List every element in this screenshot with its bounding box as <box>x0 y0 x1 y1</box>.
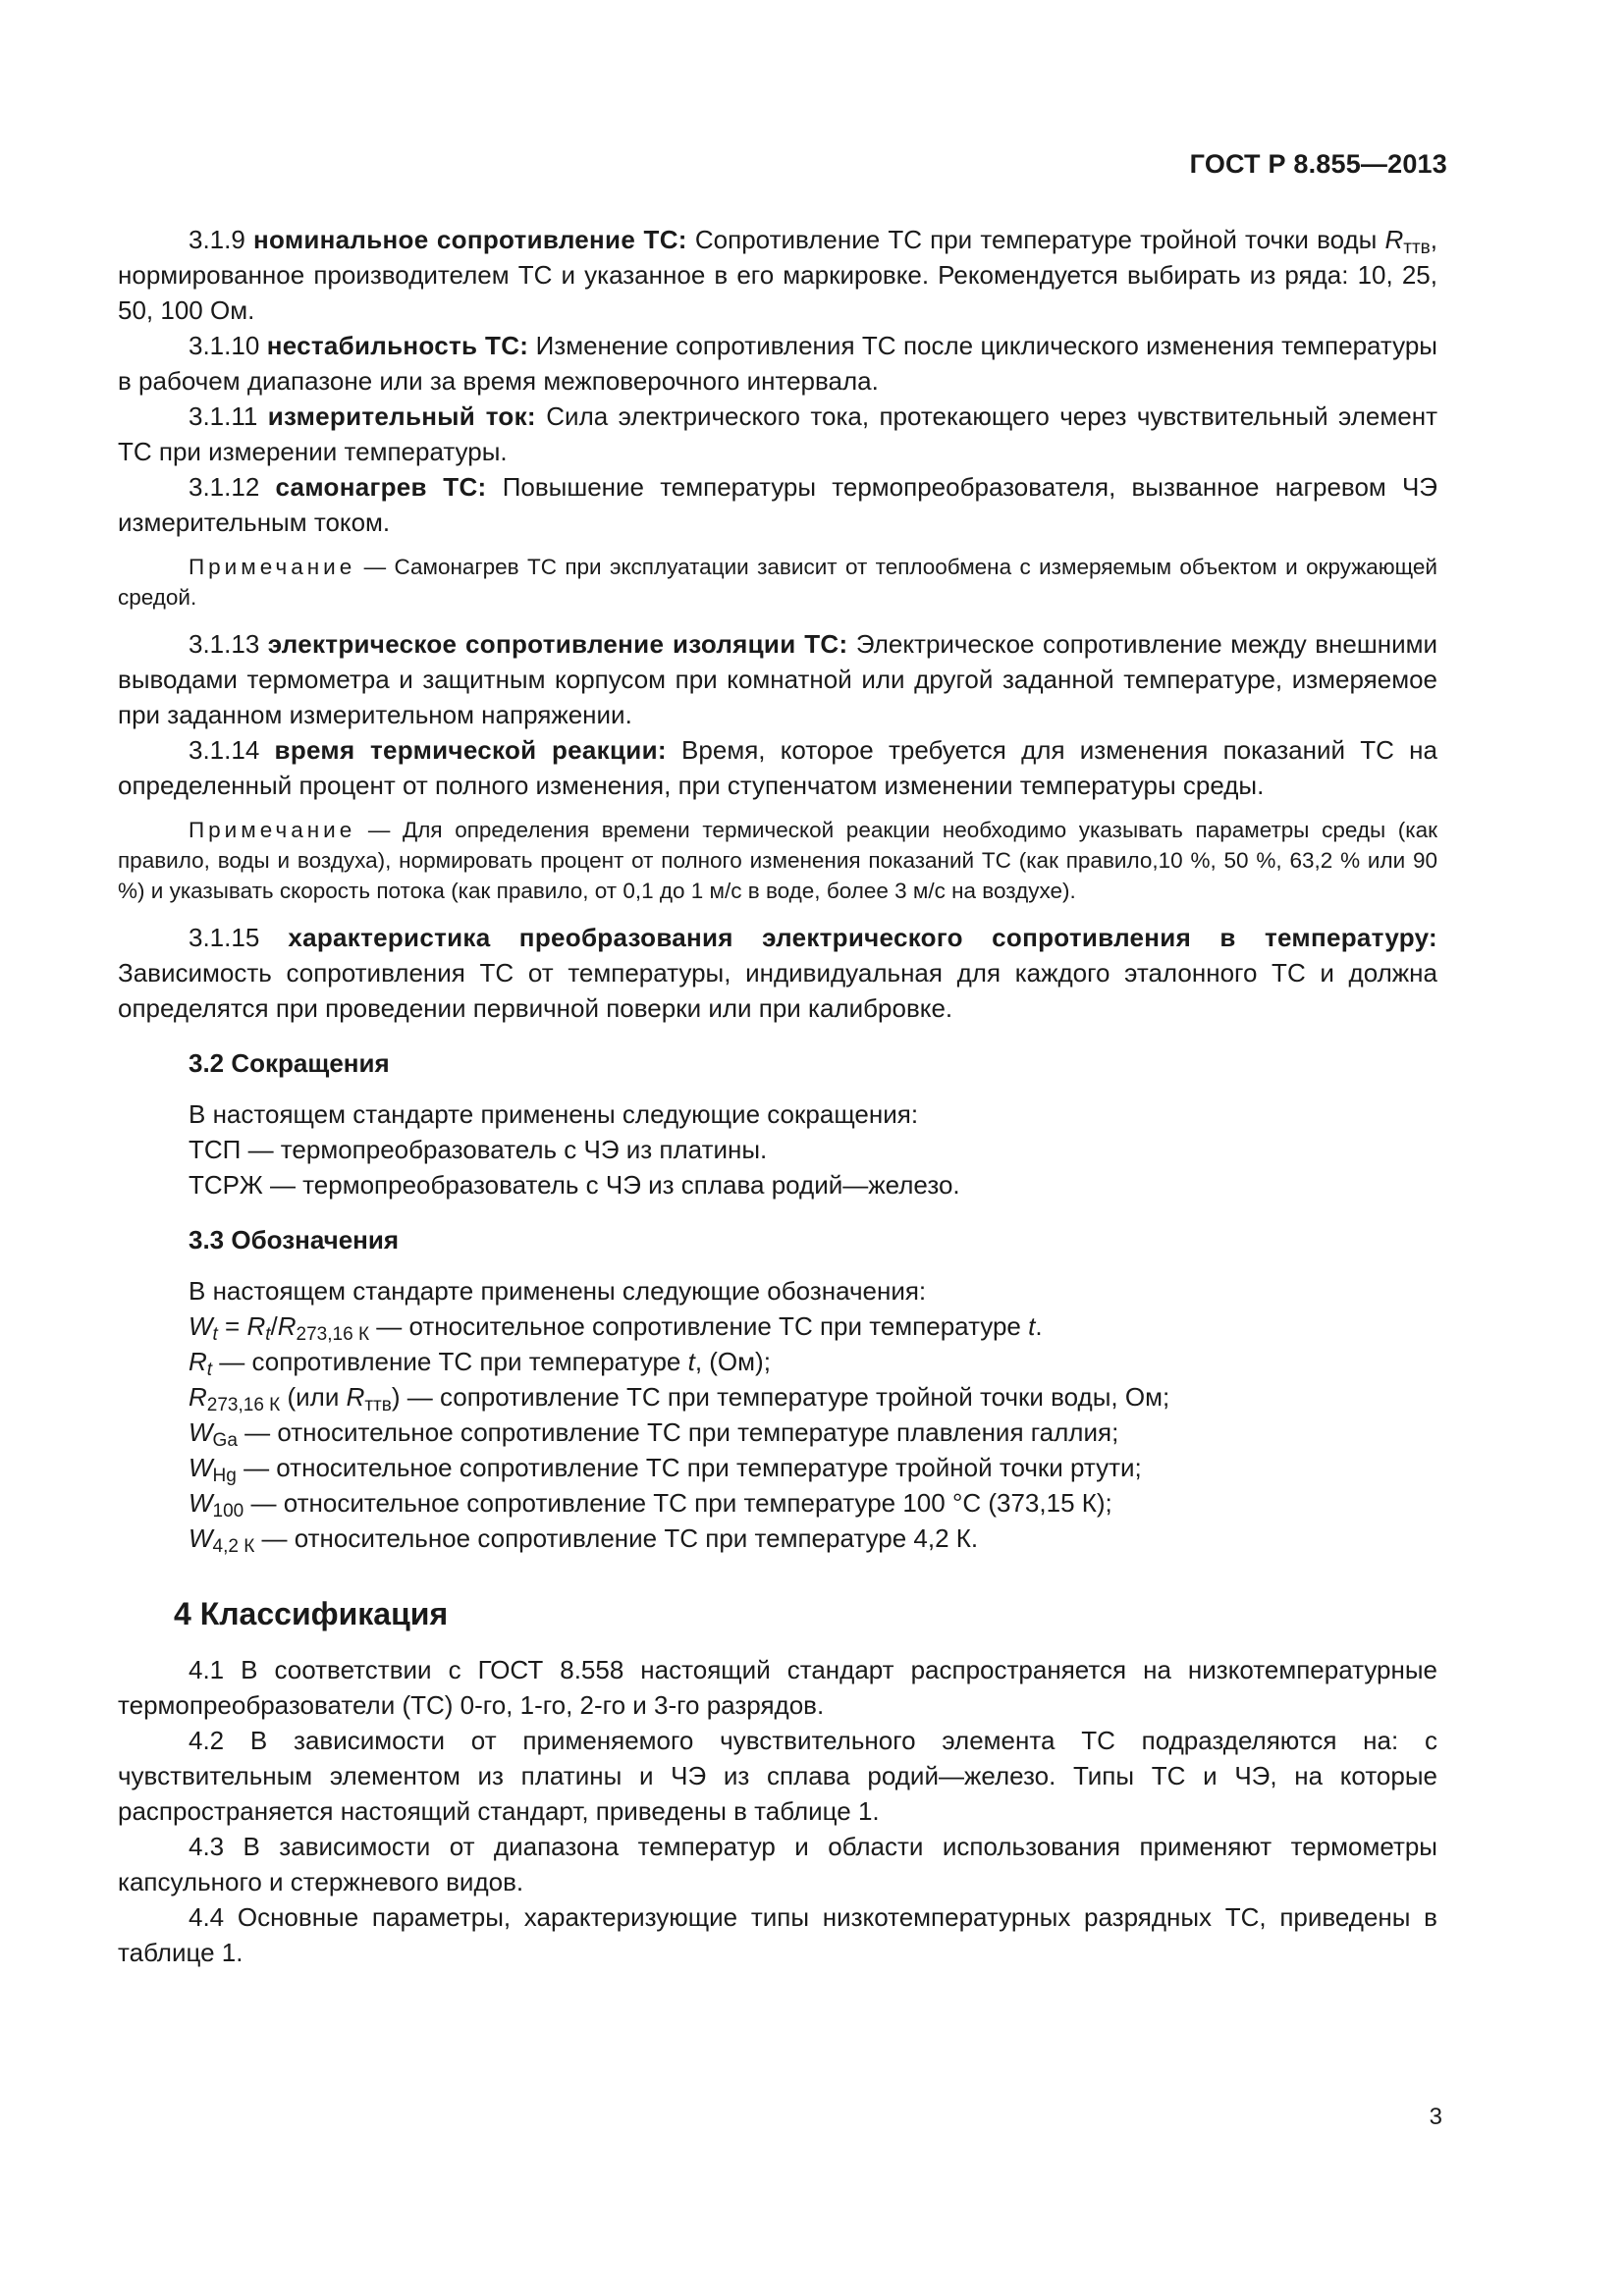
designation-description: — сопротивление ТС при температуре тройной точки воды, Ом; <box>400 1382 1170 1412</box>
term-name: самонагрев ТС: <box>275 472 487 502</box>
term-number: 3.1.15 <box>189 923 260 952</box>
designations-intro: В настоящем стандарте применены следующие обозначения: <box>189 1276 927 1306</box>
designation-description: — сопротивление ТС при температуре <box>212 1347 688 1376</box>
term-number: 3.1.14 <box>189 735 260 765</box>
designation-description: — относительное сопротивление ТС при температуре тройной точки ртути; <box>236 1453 1142 1482</box>
designation-description: — относительное сопротивление ТС при температуре плавления галлия; <box>237 1417 1119 1447</box>
term-definition: Изменение сопротивления ТС после циклического изменения температуры в рабочем диапазоне или за время межповерочного интервала. <box>118 331 1437 396</box>
classification-paragraph: 4.2 В зависимости от применяемого чувствительного элемента ТС подразделяются на: с чувствительным элементом из платины и ЧЭ из сплава родий—железо. Типы ТС и ЧЭ, на которые распространяется настоящий стандарт, приведены в таблице 1. <box>118 1726 1437 1826</box>
section-heading-designations: 3.3 Обозначения <box>189 1225 400 1255</box>
symbol-subscript: 100 <box>212 1501 244 1522</box>
designation-description: — относительное сопротивление ТС при температуре 4,2 К. <box>254 1523 979 1553</box>
paren-close: ) <box>391 1382 401 1412</box>
term-3-1-11 <box>118 399 1437 469</box>
abbreviation-item: ТСРЖ — термопреобразователь с ЧЭ из сплава родий—железо. <box>189 1170 960 1200</box>
designation-item <box>118 1379 1437 1415</box>
term-definition: Зависимость сопротивления ТС от температуры, индивидуальная для каждого эталонного ТС и должна определятся при проведении первичной поверки или при калибровке. <box>118 958 1437 1023</box>
note-text: — Самонагрев ТС при эксплуатации зависит от теплообмена с измеряемым объектом и окружающей средой. <box>118 555 1437 610</box>
note-text: — Для определения времени термической реакции необходимо указывать параметры среды (как правило, воды и воздуха), нормировать процент от полного изменения показаний ТС (как правило,10 %, 50 %, 63,2 % или 90 %) и указывать скорость потока (как правило, от 0,1 до 1 м/с в воде, более 3 м/с на воздухе). <box>118 818 1437 903</box>
designation-item <box>118 1450 1437 1485</box>
symbol: R <box>189 1382 207 1412</box>
symbol: R <box>277 1311 297 1341</box>
term-definition-cont: , нормированное производителем ТС и указанное в его маркировке. Рекомендуется выбирать из ряда: 10, 25, 50, 100 Ом. <box>118 225 1438 325</box>
term-definition: Повышение температуры термопреобразователя, вызванное нагревом ЧЭ измерительным током. <box>118 472 1437 537</box>
term-3-1-15 <box>118 920 1437 1026</box>
term-definition: Сопротивление ТС при температуре тройной точки воды <box>686 225 1385 254</box>
note-thermal-reaction <box>118 815 1437 906</box>
term-definition: Сила электрического тока, протекающего через чувствительный элемент ТС при измерении температуры. <box>118 401 1437 466</box>
symbol: R <box>189 1347 207 1376</box>
paren-open: (или <box>280 1382 347 1412</box>
classification-paragraph: 4.4 Основные параметры, характеризующие типы низкотемпературных разрядных ТС, приведены в таблице 1. <box>118 1902 1437 1967</box>
symbol: W <box>189 1311 213 1341</box>
term-name: характеристика преобразования электрического сопротивления в температуру: <box>288 923 1437 952</box>
term-name: время термической реакции: <box>274 735 667 765</box>
chapter-heading-classification: 4 Классификация <box>174 1596 449 1631</box>
term-name: измерительный ток: <box>267 401 536 431</box>
designation-item <box>118 1415 1437 1450</box>
page-number: 3 <box>1429 2104 1442 2130</box>
symbol-subscript: 273,16 К <box>296 1324 370 1345</box>
term-number: 3.1.11 <box>189 401 258 431</box>
variable: t <box>1028 1311 1036 1341</box>
note-label: Примечание <box>189 555 356 579</box>
term-number: 3.1.9 <box>189 225 245 254</box>
symbol: R <box>246 1311 266 1341</box>
punctuation: , (Ом); <box>694 1347 771 1376</box>
document-body <box>118 222 1437 1970</box>
symbol-subscript: 273,16 К <box>206 1395 281 1415</box>
classification-paragraph: 4.1 В соответствии с ГОСТ 8.558 настоящий стандарт распространяется на низкотемпературные термопреобразователи (ТС) 0-го, 1-го, 2-го и 3-го разрядов. <box>118 1655 1437 1720</box>
equals-sign: = <box>217 1311 247 1341</box>
note-label: Примечание <box>189 818 356 842</box>
term-number: 3.1.12 <box>189 472 260 502</box>
classification-paragraph: 4.3 В зависимости от диапазона температур и области использования применяют термометры капсульного и стержневого видов. <box>118 1832 1437 1896</box>
symbol: W <box>189 1523 213 1553</box>
variable: t <box>687 1347 695 1376</box>
designation-item <box>118 1521 1437 1556</box>
term-name: номинальное сопротивление ТС: <box>252 225 687 254</box>
designation-item <box>118 1344 1437 1379</box>
symbol-subscript: 4,2 К <box>212 1536 255 1557</box>
symbol: W <box>189 1453 213 1482</box>
term-3-1-10 <box>118 328 1437 399</box>
term-number: 3.1.10 <box>189 331 260 360</box>
term-definition: Электрическое сопротивление между внешними выводами термометра и защитным корпусом при комнатной или другой заданной температуре, измеряемое при заданном измерительном напряжении. <box>118 629 1438 729</box>
term-number: 3.1.13 <box>189 629 260 659</box>
symbol: W <box>189 1488 213 1518</box>
section-heading-abbreviations: 3.2 Сокращения <box>189 1048 390 1078</box>
abbreviation-item: ТСП — термопреобразователь с ЧЭ из платины. <box>189 1135 768 1164</box>
abbreviations-intro: В настоящем стандарте применены следующие сокращения: <box>189 1099 919 1129</box>
term-3-1-12 <box>118 469 1437 540</box>
symbol-subscript: ттв <box>364 1395 392 1415</box>
symbol-subscript: t <box>206 1360 213 1380</box>
page-header-standard-id: ГОСТ Р 8.855—2013 <box>1189 149 1447 179</box>
punctuation: . <box>1035 1311 1043 1341</box>
term-3-1-14 <box>118 732 1437 803</box>
symbol-subscript: t <box>212 1324 218 1345</box>
symbol-r: R <box>1384 225 1404 254</box>
term-name: нестабильность ТС: <box>266 331 529 360</box>
term-name: электрическое сопротивление изоляции ТС: <box>267 629 848 659</box>
note-self-heating <box>118 552 1437 613</box>
designation-item <box>118 1308 1437 1344</box>
designation-description: — относительное сопротивление ТС при температуре 100 °С (373,15 К); <box>244 1488 1112 1518</box>
symbol-subscript: Ga <box>212 1430 238 1451</box>
symbol-subscript: ттв <box>1403 238 1431 258</box>
term-definition: Время, которое требуется для изменения показаний ТС на определенный процент от полного изменения, при ступенчатом изменении температуры среды. <box>118 735 1437 800</box>
symbol-subscript: t <box>265 1324 271 1345</box>
symbol: W <box>189 1417 213 1447</box>
designation-description: — относительное сопротивление ТС при температуре <box>369 1311 1029 1341</box>
slash: / <box>270 1311 278 1341</box>
term-3-1-13 <box>118 626 1437 732</box>
term-3-1-9 <box>118 222 1437 328</box>
designation-item <box>118 1485 1437 1521</box>
symbol: R <box>346 1382 365 1412</box>
symbol-subscript: Hg <box>212 1466 237 1486</box>
